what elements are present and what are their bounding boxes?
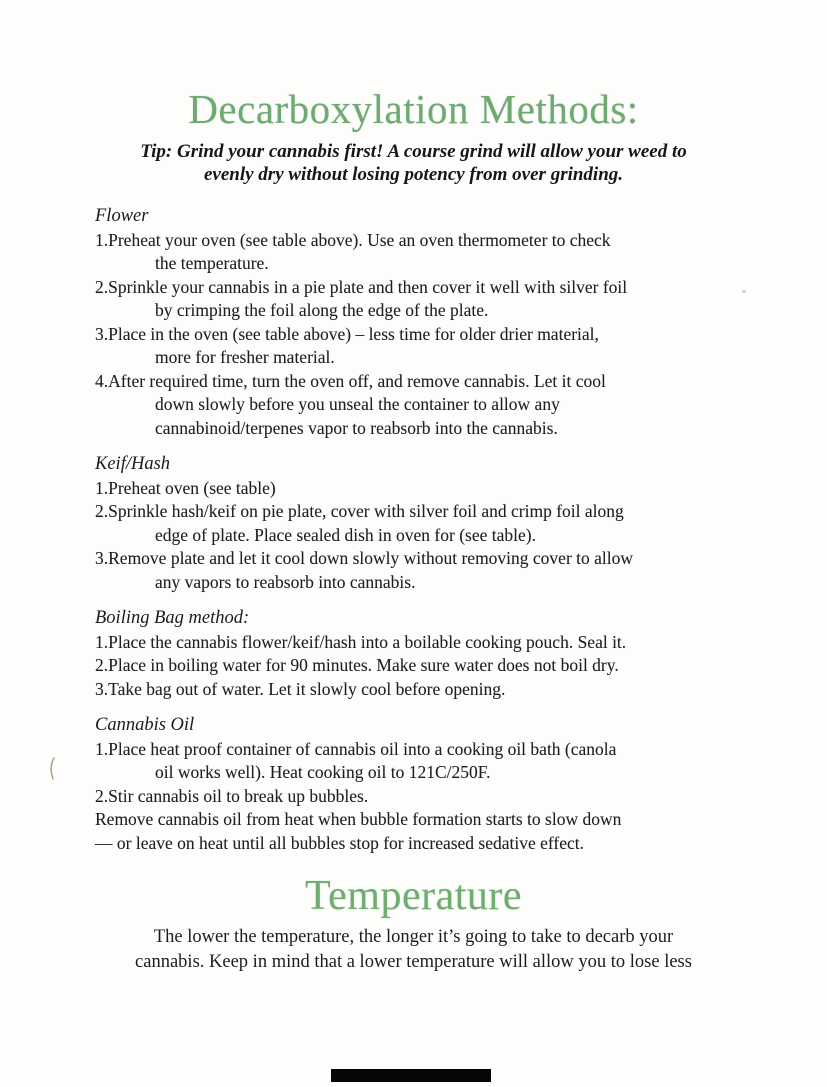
body-line: any vapors to reabsorb into cannabis.: [155, 571, 416, 592]
tip-line: Tip: Grind your cannabis first! A course grind will allow your weed to: [140, 141, 687, 162]
body-line: the temperature.: [155, 253, 269, 273]
body-line: 1.Preheat your oven (see table above). Use an oven thermometer to check: [95, 229, 611, 250]
method-section: [95, 714, 827, 855]
method-section: [95, 607, 827, 701]
body-line: down slowly before you unseal the container to allow any: [155, 394, 560, 414]
body-line: 1.Preheat oven (see table): [95, 477, 276, 498]
section-heading: Flower: [95, 206, 149, 226]
closing-line: cannabis. Keep in mind that a lower temperature will allow you to lose less: [135, 951, 692, 972]
temperature-paragraph: [0, 925, 827, 974]
body-line: edge of plate. Place sealed dish in oven for (see table).: [155, 524, 536, 545]
body-line: 2.Sprinkle your cannabis in a pie plate and then cover it well with silver foil: [95, 276, 628, 297]
body-line: Remove cannabis oil from heat when bubble formation starts to slow down: [95, 809, 622, 829]
body-line: oil works well). Heat cooking oil to 121C/250F.: [155, 762, 491, 782]
body-line: 2.Stir cannabis oil to break up bubbles.: [95, 785, 369, 806]
section-lines: [95, 229, 827, 441]
body-line: by crimping the foil along the edge of the plate.: [155, 300, 489, 320]
body-line: — or leave on heat until all bubbles stop for increased sedative effect.: [95, 832, 585, 853]
section-lines: [95, 631, 827, 702]
method-section: [95, 205, 827, 440]
body-line: 4.After required time, turn the oven off, and remove cannabis. Let it cool: [95, 370, 606, 391]
tip-text: [0, 140, 827, 186]
section-lines: [95, 738, 827, 856]
section-lines: [95, 477, 827, 595]
tip-line: evenly dry without losing potency from over grinding.: [203, 164, 624, 185]
section-heading: Keif/Hash: [95, 454, 171, 474]
section-heading: Boiling Bag method:: [95, 608, 250, 628]
scan-speck-artifact: [742, 290, 746, 293]
body-line: 2.Sprinkle hash/keif on pie plate, cover with silver foil and crimp foil along: [95, 501, 624, 521]
body-line: 3.Take bag out of water. Let it slowly cool before opening.: [95, 678, 506, 699]
sections-container: [95, 205, 827, 855]
temperature-heading: Temperature: [304, 873, 523, 919]
pen-mark-artifact: [46, 756, 58, 782]
body-line: 3.Place in the oven (see table above) – less time for older drier material,: [95, 323, 599, 344]
body-line: 1.Place the cannabis flower/keif/hash into a boilable cooking pouch. Seal it.: [95, 631, 627, 652]
closing-line: The lower the temperature, the longer it’s going to take to decarb your: [153, 927, 674, 947]
body-line: 2.Place in boiling water for 90 minutes. Make sure water does not boil dry.: [95, 655, 619, 675]
body-line: 3.Remove plate and let it cool down slowly without removing cover to allow: [95, 548, 634, 568]
body-line: cannabinoid/terpenes vapor to reabsorb into the cannabis.: [155, 417, 558, 438]
scan-bar-artifact: [331, 1069, 491, 1082]
body-line: 1.Place heat proof container of cannabis oil into a cooking oil bath (canola: [95, 738, 617, 759]
body-line: more for fresher material.: [155, 347, 335, 367]
section-heading: Cannabis Oil: [95, 715, 195, 735]
method-section: [95, 453, 827, 594]
page-title: Decarboxylation Methods:: [188, 86, 639, 132]
